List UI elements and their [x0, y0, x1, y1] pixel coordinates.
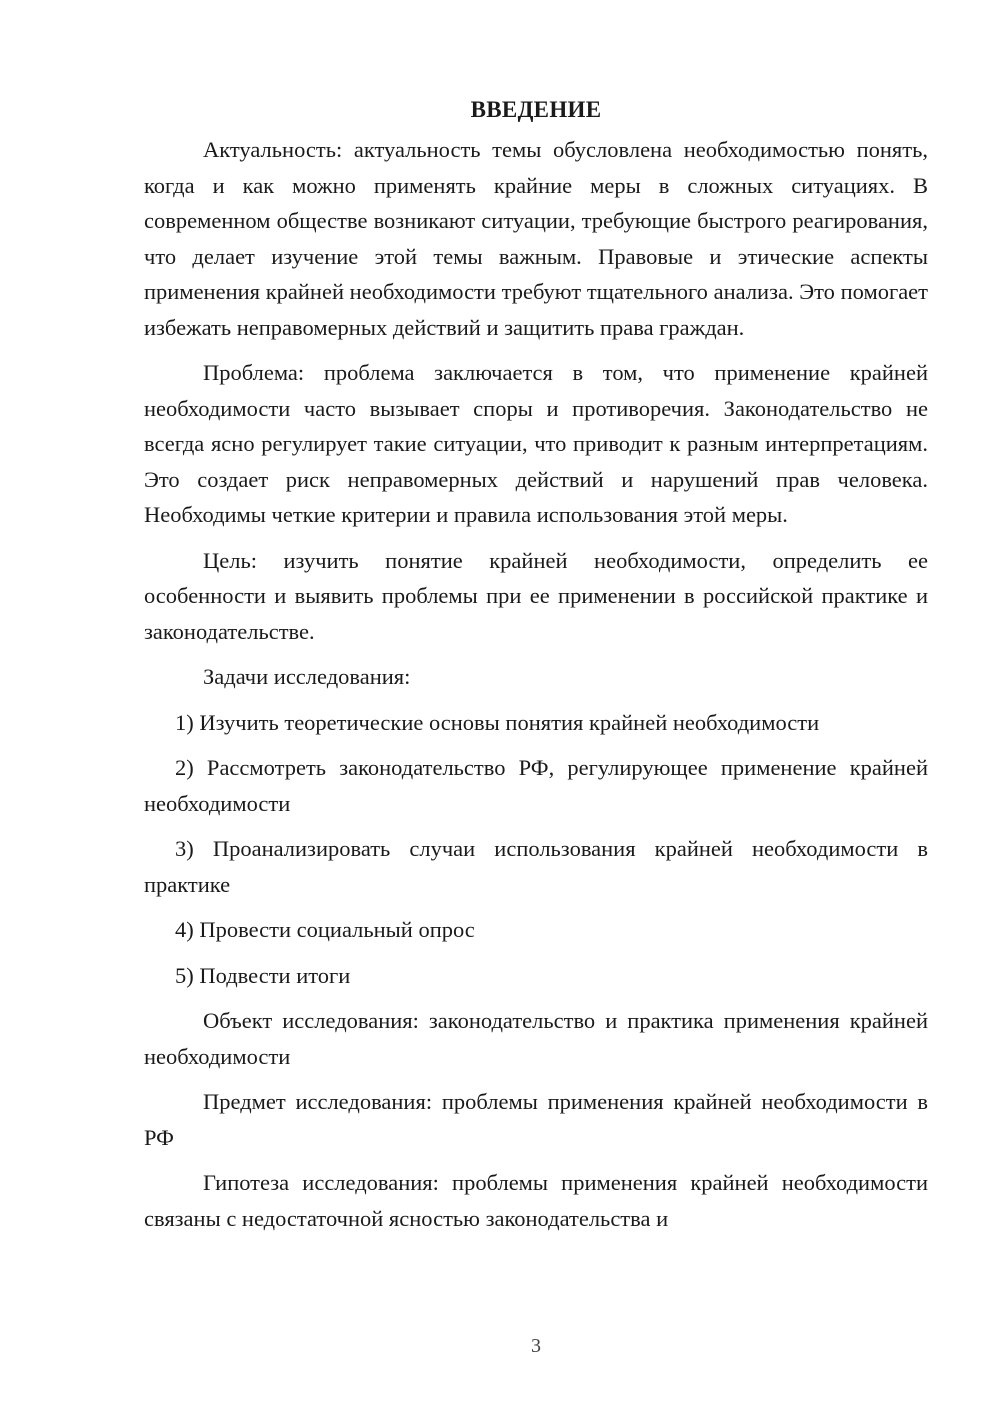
- task-item-1: 1) Изучить теоретические основы понятия крайней необходимости: [175, 709, 820, 735]
- task-item-4: 4) Провести социальный опрос: [175, 917, 475, 942]
- task-item-2: 2) Рассмотреть законодательство РФ, регулирующее применение крайней необходимости: [144, 755, 928, 816]
- goal-paragraph: Цель: изучить понятие крайней необходимости, определить ее особенности и выявить проблемы при ее применении в российской практике и законодательстве.: [144, 547, 928, 644]
- page-content: [144, 92, 928, 1246]
- problem-paragraph: Проблема: проблема заключается в том, что применение крайней необходимости часто вызывает споры и противоречия. Законодательство не всегда ясно регулирует такие ситуации, что приводит к разным интерпретациям. Это создает риск неправомерных действий и нарушений прав человека. Необходимы четкие критерии и правила использования этой меры.: [144, 360, 928, 527]
- object-paragraph: Объект исследования: законодательство и практика применения крайней необходимости: [144, 1008, 928, 1069]
- section-heading: ВВЕДЕНИЕ: [470, 97, 602, 122]
- task-item-3: 3) Проанализировать случаи использования крайней необходимости в практике: [144, 836, 928, 897]
- hypothesis-paragraph: Гипотеза исследования: проблемы применения крайней необходимости связаны с недостаточной ясностью законодательства и: [144, 1170, 928, 1231]
- task-item-5: 5) Подвести итоги: [175, 962, 351, 988]
- subject-paragraph: Предмет исследования: проблемы применения крайней необходимости в РФ: [144, 1089, 928, 1150]
- page-number: 3: [531, 1335, 541, 1357]
- tasks-title: Задачи исследования:: [203, 664, 411, 689]
- relevance-paragraph: Актуальность: актуальность темы обусловлена необходимостью понять, когда и как можно применять крайние меры в сложных ситуациях. В современном обществе возникают ситуации, требующие быстрого реагирования, что делает изучение этой темы важным. Правовые и этические аспекты применения крайней необходимости требуют тщательного анализа. Это помогает избежать неправомерных действий и защитить права граждан.: [144, 137, 928, 340]
